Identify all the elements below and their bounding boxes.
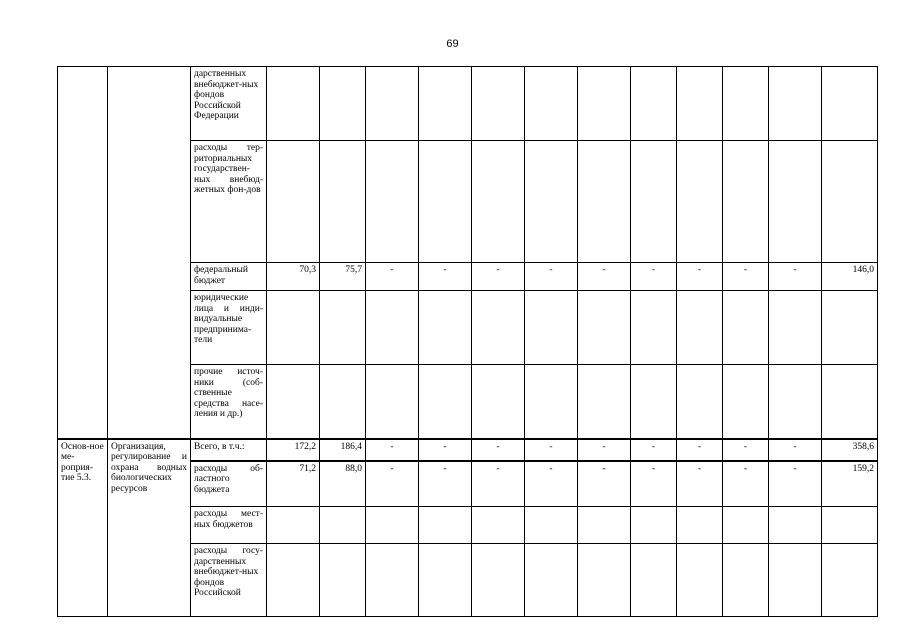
value-cell	[631, 141, 677, 263]
funding-source-cell: расходы госу-дарственных внебюджет-ных фондов Российской	[191, 544, 267, 617]
value-cell	[525, 544, 578, 617]
value-cell	[419, 507, 472, 544]
value-cell	[525, 507, 578, 544]
value-cell	[267, 365, 320, 439]
value-cell	[267, 291, 320, 365]
value-cell	[366, 141, 419, 263]
value-cell: -	[631, 439, 677, 461]
event-number-cell	[58, 67, 108, 439]
value-cell	[723, 291, 769, 365]
value-cell	[419, 291, 472, 365]
value-cell	[677, 291, 723, 365]
value-cell	[723, 141, 769, 263]
budget-table	[57, 66, 878, 617]
value-cell: 358,6	[822, 439, 878, 461]
value-cell	[419, 141, 472, 263]
value-cell	[320, 67, 366, 141]
value-cell: -	[472, 461, 525, 507]
value-cell	[677, 365, 723, 439]
value-cell	[525, 291, 578, 365]
value-cell	[578, 544, 631, 617]
value-cell	[677, 67, 723, 141]
value-cell	[769, 507, 822, 544]
value-cell: -	[723, 263, 769, 291]
value-cell	[472, 67, 525, 141]
value-cell: -	[677, 461, 723, 507]
value-cell: -	[677, 439, 723, 461]
value-cell	[578, 507, 631, 544]
value-cell: -	[419, 263, 472, 291]
value-cell	[578, 67, 631, 141]
value-cell	[267, 507, 320, 544]
event-number-cell: Основ-ное ме-роприя-тие 5.3.	[58, 439, 108, 617]
value-cell: -	[769, 461, 822, 507]
value-cell	[267, 141, 320, 263]
table-row	[58, 67, 878, 141]
value-cell	[366, 291, 419, 365]
value-cell	[677, 507, 723, 544]
value-cell	[320, 141, 366, 263]
value-cell: -	[578, 263, 631, 291]
funding-source-cell: юридические лица и инди-видуальные предпринима-тели	[191, 291, 267, 365]
value-cell	[677, 544, 723, 617]
value-cell: 172,2	[267, 439, 320, 461]
value-cell	[769, 544, 822, 617]
value-cell	[419, 67, 472, 141]
value-cell	[822, 544, 878, 617]
value-cell: 146,0	[822, 263, 878, 291]
value-cell	[320, 544, 366, 617]
value-cell: -	[419, 439, 472, 461]
funding-source-cell: расходы тер-риториальных государствен-ных внебюд-жетных фон-дов	[191, 141, 267, 263]
value-cell: -	[723, 439, 769, 461]
value-cell	[822, 507, 878, 544]
value-cell	[769, 67, 822, 141]
value-cell: -	[723, 461, 769, 507]
value-cell	[366, 544, 419, 617]
value-cell: -	[366, 263, 419, 291]
value-cell	[320, 291, 366, 365]
value-cell	[267, 67, 320, 141]
value-cell: -	[677, 263, 723, 291]
value-cell	[723, 365, 769, 439]
funding-source-cell: расходы мест-ных бюджетов	[191, 507, 267, 544]
value-cell	[320, 365, 366, 439]
value-cell	[472, 141, 525, 263]
value-cell: -	[472, 439, 525, 461]
value-cell	[723, 544, 769, 617]
value-cell	[677, 141, 723, 263]
value-cell	[631, 67, 677, 141]
value-cell: 159,2	[822, 461, 878, 507]
value-cell	[723, 507, 769, 544]
value-cell	[320, 507, 366, 544]
funding-source-cell: прочие источ-ники (соб-ственные средства насе-ления и др.)	[191, 365, 267, 439]
value-cell	[631, 291, 677, 365]
value-cell: -	[525, 461, 578, 507]
value-cell	[366, 67, 419, 141]
value-cell	[525, 365, 578, 439]
funding-source-cell: Всего, в т.ч.:	[191, 439, 267, 461]
value-cell	[419, 365, 472, 439]
value-cell: -	[769, 439, 822, 461]
value-cell: -	[472, 263, 525, 291]
value-cell	[769, 291, 822, 365]
value-cell: -	[366, 439, 419, 461]
value-cell: -	[525, 439, 578, 461]
value-cell	[472, 291, 525, 365]
value-cell	[472, 507, 525, 544]
value-cell: -	[578, 439, 631, 461]
value-cell	[631, 507, 677, 544]
value-cell	[822, 67, 878, 141]
value-cell	[419, 544, 472, 617]
value-cell	[366, 507, 419, 544]
funding-source-cell: дарственных внебюджет-ных фондов Российской Федерации	[191, 67, 267, 141]
event-name-cell: Организация, регулирование и охрана водных биологических ресурсов	[108, 439, 191, 617]
value-cell	[631, 365, 677, 439]
event-name-cell	[108, 67, 191, 439]
funding-source-cell: расходы об-ластного бюджета	[191, 461, 267, 507]
value-cell	[822, 365, 878, 439]
value-cell: 75,7	[320, 263, 366, 291]
value-cell	[366, 365, 419, 439]
page-number: 69	[446, 38, 459, 50]
value-cell	[769, 365, 822, 439]
value-cell: 71,2	[267, 461, 320, 507]
value-cell: -	[419, 461, 472, 507]
value-cell: -	[366, 461, 419, 507]
value-cell	[267, 544, 320, 617]
value-cell: -	[525, 263, 578, 291]
table-row	[58, 439, 878, 461]
value-cell	[525, 67, 578, 141]
value-cell: -	[631, 263, 677, 291]
value-cell	[723, 67, 769, 141]
value-cell	[822, 291, 878, 365]
value-cell: -	[631, 461, 677, 507]
value-cell	[822, 141, 878, 263]
funding-source-cell: федеральный бюджет	[191, 263, 267, 291]
value-cell	[472, 544, 525, 617]
value-cell: -	[769, 263, 822, 291]
value-cell	[631, 544, 677, 617]
value-cell: 186,4	[320, 439, 366, 461]
value-cell: -	[578, 461, 631, 507]
value-cell	[525, 141, 578, 263]
value-cell	[578, 291, 631, 365]
value-cell	[769, 141, 822, 263]
value-cell: 88,0	[320, 461, 366, 507]
value-cell	[578, 365, 631, 439]
value-cell	[472, 365, 525, 439]
value-cell	[578, 141, 631, 263]
value-cell: 70,3	[267, 263, 320, 291]
